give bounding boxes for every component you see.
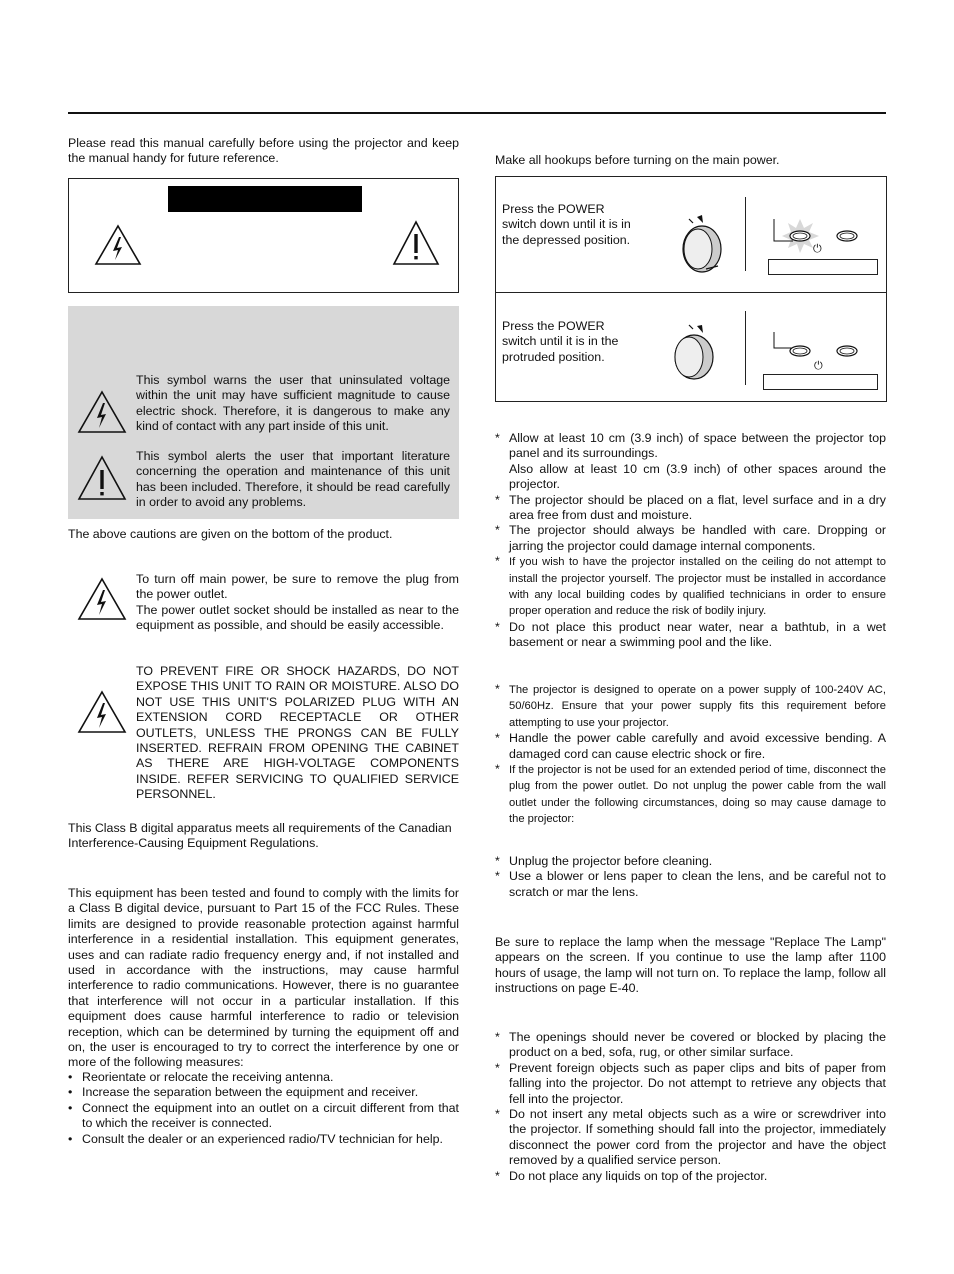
list-item: * The projector should be placed on a flat, level surface and in a dry area free from dust and moisture. <box>495 492 886 523</box>
list-item: * Allow at least 10 cm (3.9 inch) of space between the projector top panel and its surroundings. Also allow at least 10 cm (3.9 inch) of other spaces around the projector. <box>495 431 886 492</box>
intro-paragraph: Please read this manual carefully before using the projector and keep the manual handy for future reference. <box>68 136 459 166</box>
on-divider <box>745 197 746 271</box>
list-item: • Connect the equipment into an outlet on a circuit different from that to which the receiver is connected. <box>68 1100 459 1131</box>
exclamation-warning-icon <box>392 220 440 266</box>
list-item: * The projector should always be handled with care. Dropping or jarring the projector could damage internal components. <box>495 523 886 553</box>
power-indicator-lit-icon <box>771 217 881 259</box>
lightning-symbol-icon <box>77 390 127 434</box>
list-item: • Increase the separation between the equipment and receiver. <box>68 1085 419 1100</box>
fire-warning-text: TO PREVENT FIRE OR SHOCK HAZARDS, DO NOT EXPOSE THIS UNIT TO RAIN OR MOISTURE. ALSO DO NOT USE THIS UNIT'S POLARIZED PLUG WITH AN EXTENSION CORD RECEPTACLE OR OTHER OUTLETS, UNLESS THE PRONGS CAN BE FULLY INSERTED. REFRAIN FROM OPENING THE CABINET AS THERE ARE HIGH-VOLTAGE COMPONENTS INSIDE. REFER SERVICING TO QUALIFIED SERVICE PERSONNEL. <box>136 664 459 802</box>
power-on-text: Press the POWER switch down until it is in the depressed position. <box>502 202 631 247</box>
installation-list <box>495 431 886 651</box>
power-switch-panel <box>495 176 887 402</box>
lightning-warning-icon <box>94 224 142 266</box>
fcc-text: This equipment has been tested and found to comply with the limits for a Class B digital device, pursuant to Part 15 of the FCC Rules. These limits are designed to provide reasonable protection against harmful interference in a residential installation. This equipment generates, uses and can radiate radio frequency energy and, if not installed and used in accordance with the instructions, may cause harmful interference to radio communications. However, there is no guarantee that interference will not occur in a particular installation. If this equipment does cause harmful interference to radio or television reception, which can be determined by turning the equipment off and on, the user is encouraged to try to correct the interference by one or more of the following measures: <box>68 886 459 1070</box>
symbols-explanation-panel <box>68 306 459 519</box>
canada-text: This Class B digital apparatus meets all requirements of the Canadian Interference-Causing Equipment Regulations. <box>68 821 452 851</box>
list-item: * Do not place any liquids on top of the projector. <box>495 1168 768 1183</box>
power-off-text: Press the POWER switch until it is in the protruded position. <box>502 319 619 364</box>
power-text-2: The power outlet socket should be installed as near to the equipment as possible, and should be easily accessible. <box>136 603 459 633</box>
panel-divider <box>496 292 886 293</box>
power-lightning-icon <box>77 577 127 621</box>
caution-label-bar <box>168 186 362 212</box>
exclamation-symbol-icon <box>77 455 127 501</box>
list-item: * If the projector is not be used for an extended period of time, disconnect the plug from the power outlet. Do not unplug the power cable from the wall outlet under the following circumstances, doing so may cause damage to the projector: <box>495 762 886 826</box>
power-switch-off-icon <box>669 323 719 383</box>
warning-symbol-text: This symbol warns the user that uninsulated voltage within the unit may have sufficient magnitude to cause electric shock. Therefore, it is dangerous to make any kind of contact with any part inside of this unit. <box>136 373 450 434</box>
power-indicator-off-icon <box>771 332 881 364</box>
bottom-note: The above cautions are given on the bottom of the product. <box>68 527 393 541</box>
power-switch-on-icon <box>676 211 726 277</box>
list-item: * The openings should never be covered or blocked by placing the product on a bed, sofa, rug, or other similar surface. <box>495 1030 886 1060</box>
power-symbol-icon: ⏻ <box>813 242 822 255</box>
cleaning-list <box>495 854 886 900</box>
fcc-measures-list <box>68 1070 459 1147</box>
power-text-1: To turn off main power, be sure to remove the plug from the power outlet. <box>136 572 459 602</box>
off-divider <box>745 311 746 385</box>
list-item: * The projector is designed to operate on a power supply of 100-240V AC, 50/60Hz. Ensure that your power supply fits this requirement before attempting to use your projector. <box>495 682 886 729</box>
list-item: * If you wish to have the projector installed on the ceiling do not attempt to install the projector yourself. The projector must be installed in accordance with any local building codes by qualified technicians in order to ensure proper operation and reduce the risk of bodily injury. <box>495 554 886 618</box>
list-item: * Prevent foreign objects such as paper clips and bits of paper from falling into the projector. Do not attempt to retrieve any objects that fell into the projector. <box>495 1060 886 1106</box>
lamp-text: Be sure to replace the lamp when the message "Replace The Lamp" appears on the screen. If you continue to use the lamp after 1100 hours of usage, the lamp will not turn on. To replace the lamp, follow all instructions on page E-40. <box>495 935 886 996</box>
power-supply-list <box>495 682 886 828</box>
header-rule <box>68 112 886 114</box>
caution-symbol-text: This symbol alerts the user that important literature concerning the operation and maintenance of this unit has been included. Therefore, it should be read carefully in order to avoid any problems. <box>136 449 450 510</box>
list-item: • Reorientate or relocate the receiving antenna. <box>68 1070 334 1084</box>
list-item: • Consult the dealer or an experienced radio/TV technician for help. <box>68 1131 443 1146</box>
caution-label-box <box>68 178 459 293</box>
power-symbol-icon: ⏻ <box>814 359 823 372</box>
fire-lightning-icon <box>77 690 127 734</box>
list-item: * Unplug the projector before cleaning. <box>495 854 713 868</box>
hookups-note: Make all hookups before turning on the main power. <box>495 153 780 167</box>
list-item: * Do not insert any metal objects such as a wire or screwdriver into the projector. If something should fall into the projector, immediately disconnect the power cord from the projector and have the object removed by a qualified service person. <box>495 1107 886 1168</box>
list-item: * Do not place this product near water, near a bathtub, in a wet basement or near a swimming pool and the like. <box>495 619 886 650</box>
off-label-box <box>763 374 878 390</box>
list-item: * Handle the power cable carefully and avoid excessive bending. A damaged cord can cause electric shock or fire. <box>495 731 886 761</box>
list-item: * Use a blower or lens paper to clean the lens, and be careful not to scratch or mar the lens. <box>495 869 886 899</box>
on-label-box <box>768 259 878 275</box>
openings-list <box>495 1030 886 1184</box>
